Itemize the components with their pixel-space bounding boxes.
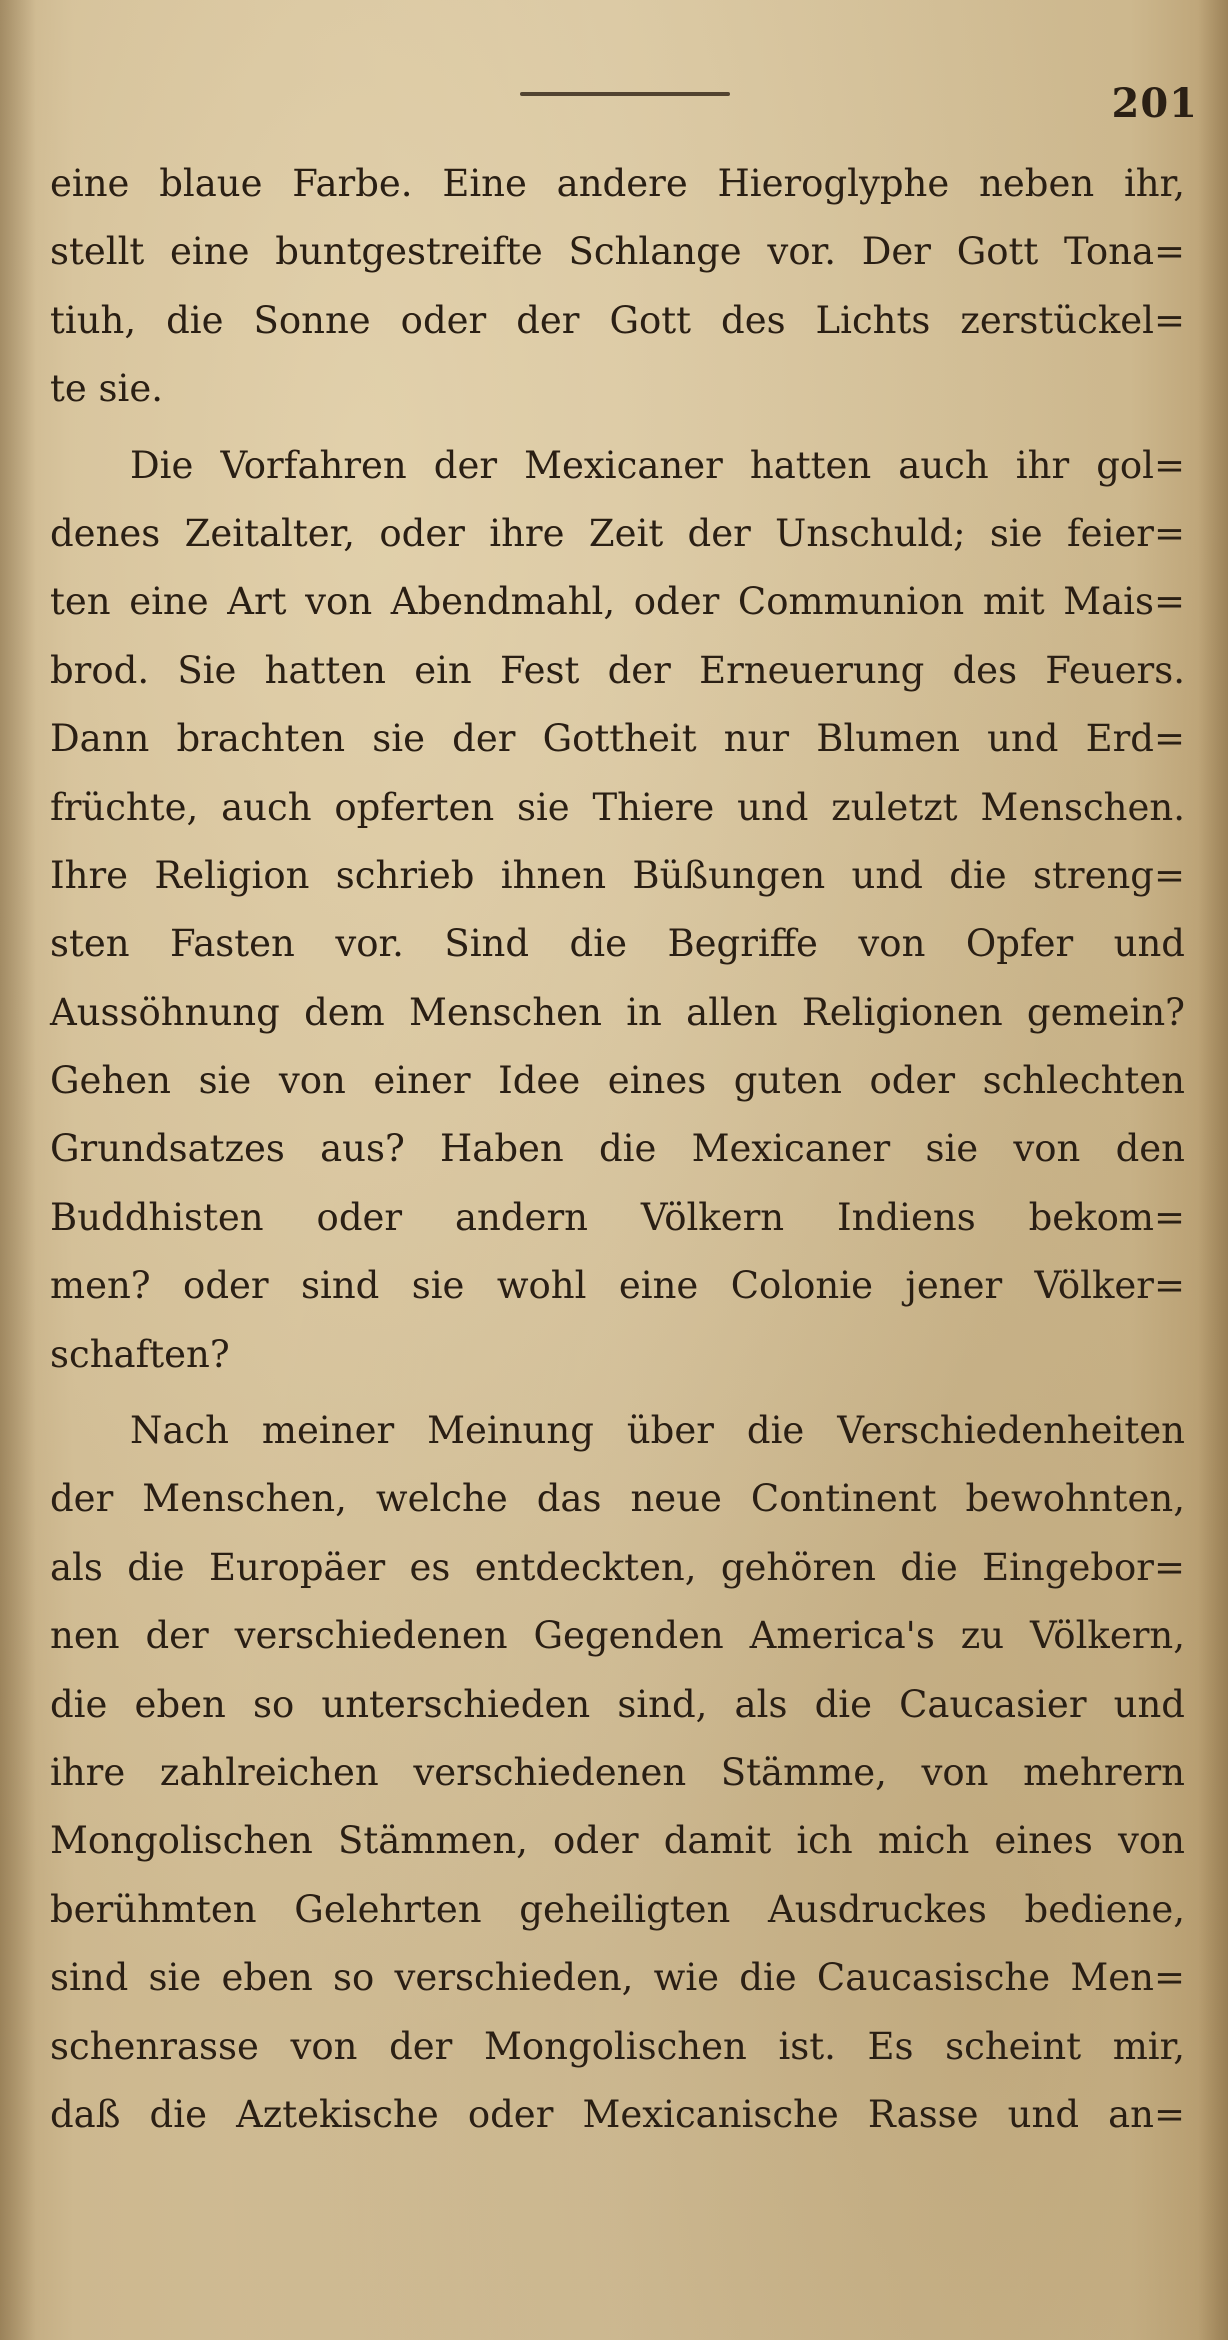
text-line: Mongolischen Stämmen, oder damit ich mich eines von	[50, 1819, 1185, 1863]
text-line: men? oder sind sie wohl eine Colonie jener Völker=	[50, 1264, 1185, 1308]
paragraph-1	[50, 150, 1185, 424]
text-line: brod. Sie hatten ein Fest der Erneuerung des Feuers.	[50, 648, 1185, 692]
page-number: 201	[1111, 80, 1198, 127]
text-line: stellt eine buntgestreifte Schlange vor. Der Gott Tona=	[50, 230, 1185, 274]
page-edge-shadow-right	[1198, 0, 1228, 2340]
text-line: tiuh, die Sonne oder der Gott des Lichts zerstückel=	[50, 298, 1185, 342]
header-rule	[520, 92, 730, 96]
text-line: Gehen sie von einer Idee eines guten oder schlechten	[50, 1059, 1185, 1103]
text-line: eine blaue Farbe. Eine andere Hieroglyphe neben ihr,	[50, 162, 1185, 205]
text-line: Aussöhnung dem Menschen in allen Religionen gemein?	[50, 990, 1185, 1034]
text-line: Buddhisten oder andern Völkern Indiens bekom=	[50, 1195, 1185, 1239]
paragraph-3	[50, 1397, 1185, 2149]
text-line: früchte, auch opferten sie Thiere und zuletzt Menschen.	[50, 785, 1185, 829]
text-line: Grundsatzes aus? Haben die Mexicaner sie von den	[50, 1127, 1185, 1171]
text-line: der Menschen, welche das neue Continent bewohnten,	[50, 1477, 1185, 1521]
text-line: Nach meiner Meinung über die Verschiedenheiten	[130, 1409, 1185, 1453]
text-line: te sie.	[50, 367, 164, 411]
page-edge-shadow-left	[0, 0, 36, 2340]
text-line: als die Europäer es entdeckten, gehören die Eingebor=	[50, 1545, 1185, 1589]
text-line: Ihre Religion schrieb ihnen Büßungen und die streng=	[50, 853, 1185, 897]
text-line: schenrasse von der Mongolischen ist. Es scheint mir,	[50, 2024, 1185, 2068]
text-line: die eben so unterschieden sind, als die Caucasier und	[50, 1682, 1185, 1726]
text-line: denes Zeitalter, oder ihre Zeit der Unschuld; sie feier=	[50, 511, 1185, 555]
text-line: ten eine Art von Abendmahl, oder Communion mit Mais=	[50, 580, 1185, 624]
text-line: schaften?	[50, 1332, 230, 1376]
text-line: daß die Aztekische oder Mexicanische Rasse und an=	[50, 2092, 1185, 2136]
paragraph-2	[50, 432, 1185, 1389]
text-line: Dann brachten sie der Gottheit nur Blumen und Erd=	[50, 717, 1185, 761]
text-line: berühmten Gelehrten geheiligten Ausdruckes bediene,	[50, 1887, 1185, 1931]
text-line: sind sie eben so verschieden, wie die Caucasische Men=	[50, 1956, 1185, 2000]
paragraph-gap	[50, 1389, 1185, 1397]
text-line: Die Vorfahren der Mexicaner hatten auch ihr gol=	[130, 443, 1185, 487]
text-line: sten Fasten vor. Sind die Begriffe von Opfer und	[50, 922, 1185, 966]
text-line: ihre zahlreichen verschiedenen Stämme, von mehrern	[50, 1750, 1185, 1794]
paragraph-gap	[50, 424, 1185, 432]
text-line: nen der verschiedenen Gegenden America's zu Völkern,	[50, 1614, 1185, 1658]
body-text	[50, 150, 1185, 2149]
